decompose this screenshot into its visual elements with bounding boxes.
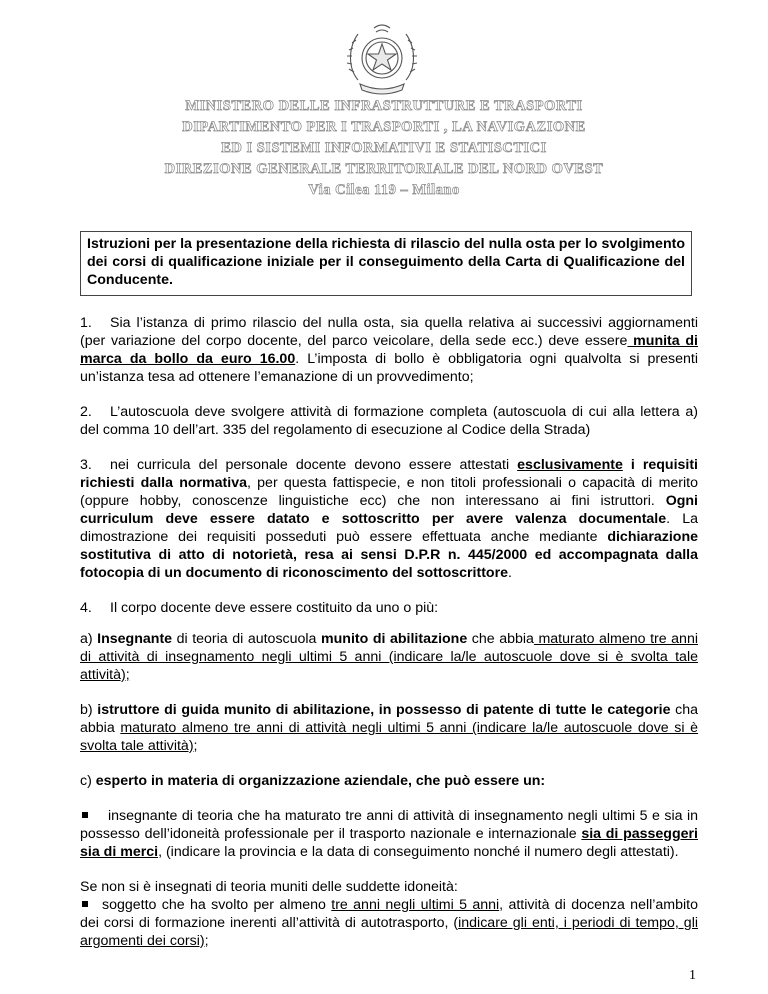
- paragraph-1: [80, 314, 698, 386]
- paragraph-text: L’autoscuola deve svolgere attività di formazione completa (autoscuola di cui alla lettera a) del comma 10 dell’art. 335 del regolamento di esecuzione al Codice della Strada): [80, 404, 698, 438]
- note-line: [80, 878, 698, 896]
- header-line-ministry: MINISTERO DELLE INFRASTRUTTURE E TRASPORTI: [185, 98, 583, 114]
- curriculum-emphasis: Ogni curriculum deve essere datato e sottoscritto per avere valenza documentale: [80, 493, 698, 527]
- document-body: [80, 314, 698, 967]
- qualification-emphasis: munito di abilitazione: [321, 631, 468, 647]
- italian-republic-emblem-icon: [346, 20, 418, 98]
- years-underline: tre anni negli ultimi 5 anni: [331, 897, 500, 913]
- instructor-emphasis: istruttore di guida munito di abilitazione, in possesso di patente di tutte le categorie: [97, 702, 671, 718]
- expert-emphasis: esperto in materia di organizzazione aziendale, che può essere un:: [95, 773, 546, 789]
- paragraph-a: [80, 630, 698, 684]
- paragraph-text: che abbia: [467, 631, 534, 647]
- square-bullet-icon: [82, 901, 88, 907]
- paragraph-text: , attività di docenza nell’ambito dei corsi di formazione inerenti all’attività di autotrasporto, (: [80, 897, 698, 931]
- page-number: 1: [689, 968, 696, 983]
- paragraph-number: 3.: [80, 457, 92, 473]
- ministry-header: [80, 96, 688, 201]
- paragraph-text: .: [508, 565, 512, 581]
- paragraph-text: soggetto che ha svolto per almeno: [102, 897, 332, 913]
- paragraph-text: . L’imposta di bollo è obbligatoria ogni qualvolta si presenti un’istanza tesa ad ottenere l’emanazione di un provvedimento;: [80, 351, 698, 385]
- paragraph-text: . La dimostrazione dei requisiti posseduti può essere effettuata anche mediante: [80, 511, 698, 545]
- bullet-item-1: [80, 807, 698, 861]
- paragraph-text: , per questa fattispecie, e non titoli professionali o capacità di merito (oppure hobby, conoscenze linguistiche ecc) che non interessano ai fini istruttori.: [80, 475, 698, 509]
- header-line-department: DIPARTIMENTO PER I TRASPORTI , LA NAVIGAZIONE: [182, 119, 586, 135]
- paragraph-3: [80, 456, 698, 582]
- document-title: Istruzioni per la presentazione della richiesta di rilascio del nulla osta per lo svolgimento dei corsi di qualificazione iniziale per il conseguimento della Carta di Qualificazione del Conducente.: [87, 236, 685, 288]
- paragraph-text: Il corpo docente deve essere costituito da uno o più:: [110, 600, 439, 616]
- stamp-duty-emphasis: munita di marca da bollo da euro 16.00: [80, 333, 699, 367]
- item-letter: c): [80, 773, 96, 789]
- paragraph-text: di teoria di autoscuola: [172, 631, 321, 647]
- document-title-box: [80, 231, 692, 296]
- experience-underline: maturato almeno tre anni di attività negli ultimi 5 anni (indicare la/le autoscuole dove si è svolta tale attività);: [80, 720, 699, 754]
- paragraph-text: , (indicare la provincia e la data di conseguimento nonché il numero degli attestati).: [158, 844, 679, 860]
- paragraph-text: insegnante di teoria che ha maturato tre anni di attività di insegnamento negli ultimi 5 e sia in possesso dell’idoneità professionale per il trasporto nazionale e internazionale: [80, 808, 698, 842]
- item-letter: a): [80, 631, 98, 647]
- requirements-emphasis: i requisiti richiesti dalla normativa: [80, 457, 699, 491]
- paragraph-number: 4.: [80, 600, 92, 616]
- paragraph-text: Sia l’istanza di primo rilascio del nulla osta, sia quella relativa ai successivi aggiornamenti (per variazione del corpo docente, del parco veicolare, della sede ecc.) deve essere: [80, 315, 698, 349]
- paragraph-text: cha abbia: [80, 702, 698, 736]
- bullet-item-2: [80, 896, 698, 950]
- paragraph-b: [80, 701, 698, 755]
- indicate-underline: indicare gli enti, i periodi di tempo, gli argomenti dei corsi);: [80, 915, 699, 949]
- paragraph-2: [80, 403, 698, 439]
- item-letter: b): [80, 702, 98, 718]
- passengers-goods-emphasis: sia di passeggeri sia di merci: [80, 826, 698, 860]
- experience-underline: maturato almeno tre anni di attività di insegnamento negli ultimi 5 anni (indicare la/le autoscuole dove si è svolta tale attività);: [80, 631, 698, 683]
- header-line-address: Via Cilea 119 – Milano: [308, 182, 460, 198]
- header-line-systems: ED I SISTEMI INFORMATIVI E STATISCTICI: [221, 140, 547, 156]
- teacher-emphasis: Insegnante: [97, 631, 173, 647]
- declaration-emphasis: dichiarazione sostitutiva di atto di notorietà, resa ai sensi D.P.R n. 445/2000 ed accompagnata dalla fotocopia di un documento di riconoscimento del sottoscrittore: [80, 529, 698, 581]
- paragraph-number: 1.: [80, 315, 92, 331]
- exclusively-emphasis: esclusivamente: [517, 457, 623, 473]
- paragraph-c: [80, 772, 698, 790]
- header-line-direction: DIREZIONE GENERALE TERRITORIALE DEL NORD OVEST: [164, 161, 604, 177]
- square-bullet-icon: [82, 812, 88, 818]
- paragraph-number: 2.: [80, 404, 92, 420]
- paragraph-text: Se non si è insegnati di teoria muniti delle suddette idoneità:: [80, 879, 458, 895]
- paragraph-4: [80, 599, 698, 617]
- paragraph-text: nei curricula del personale docente devono essere attestati: [110, 457, 518, 473]
